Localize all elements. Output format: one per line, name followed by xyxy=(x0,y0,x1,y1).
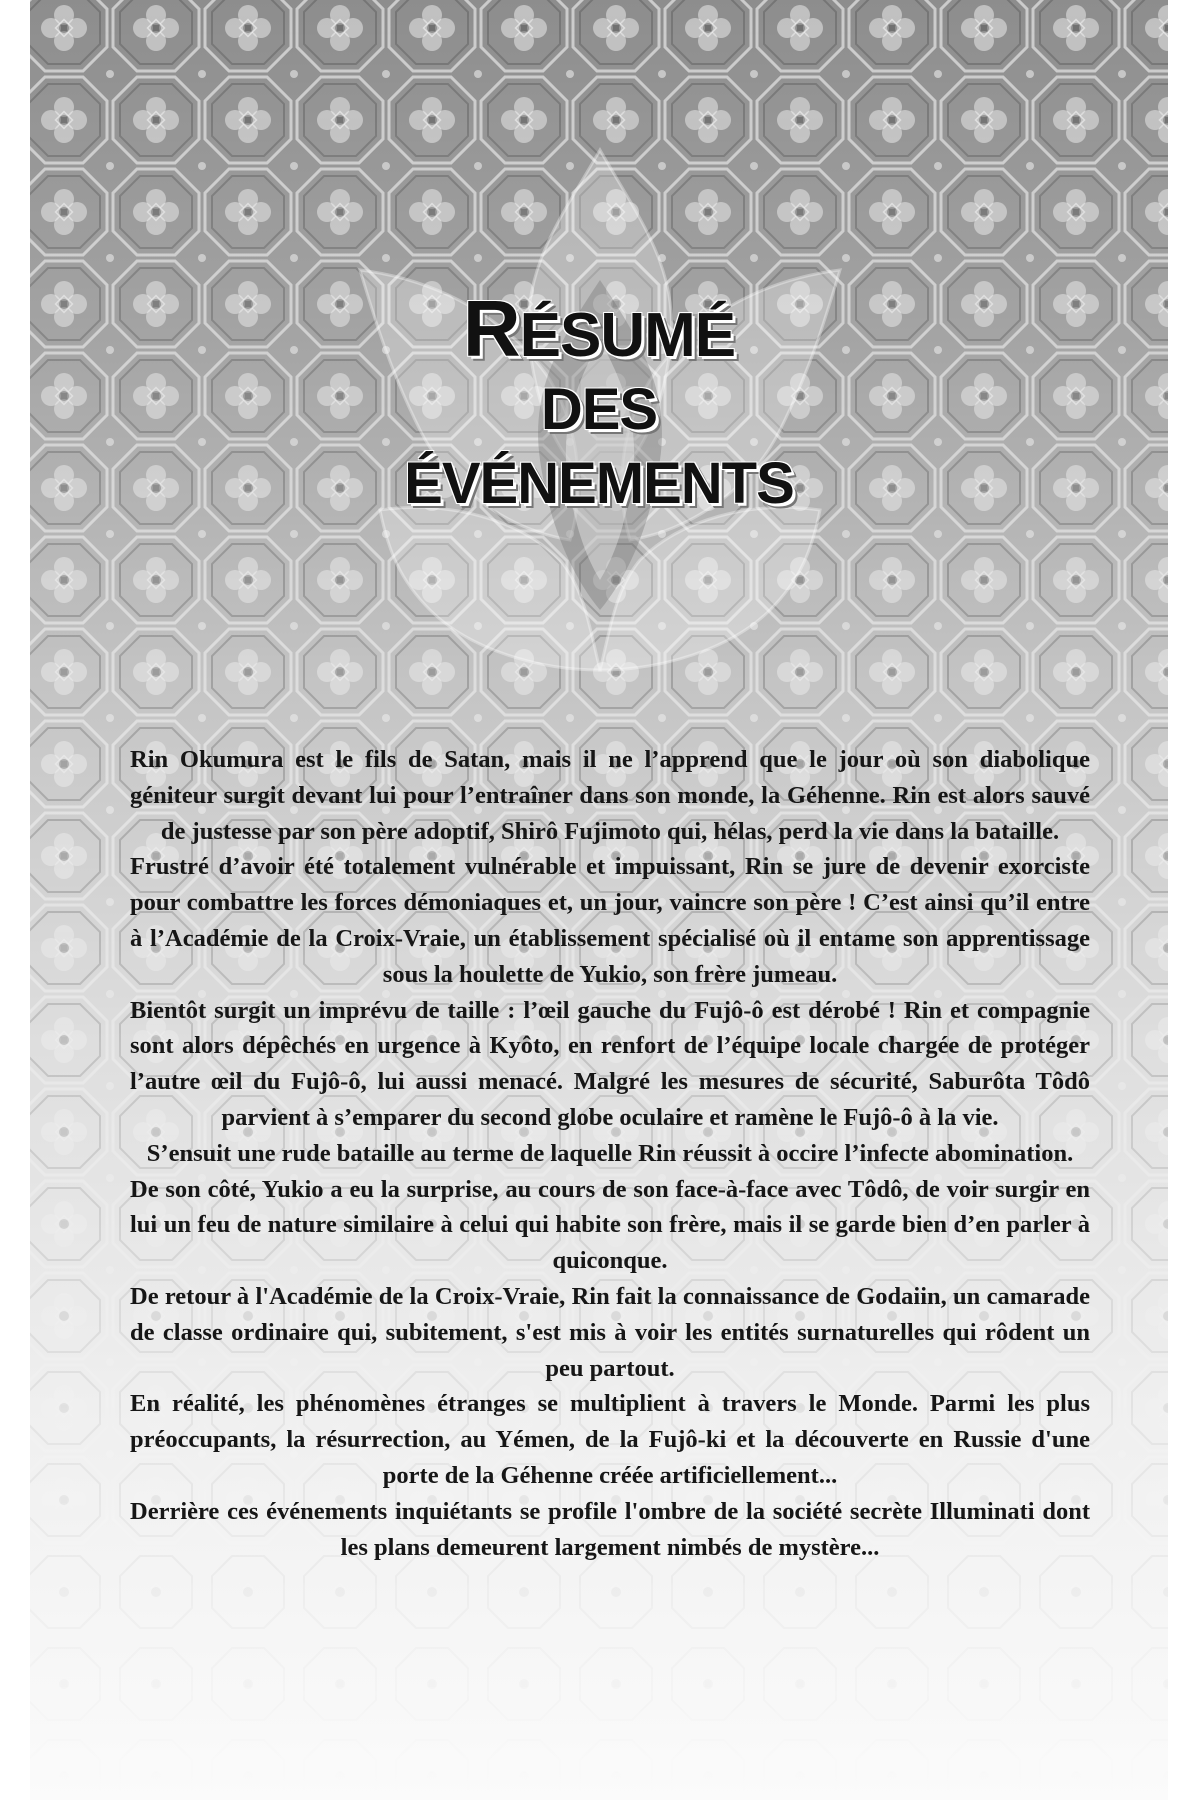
title-line-3: ÉVÉNEMENTS xyxy=(404,451,794,516)
title-line-2: DES xyxy=(540,377,658,442)
title-line-1 xyxy=(30,284,1168,373)
title-line-1-rest: ÉSUMÉ xyxy=(519,301,736,370)
summary-paragraph: En réalité, les phénomènes étranges se multiplient à travers le Monde. Parmi les plus préoccupants, la résurrection, au Yémen, de la Fujô-ki et la découverte en Russie d'une porte de la Géhenne créée artificiellement... xyxy=(130,1390,1090,1489)
summary-paragraph: Rin Okumura est le fils de Satan, mais il ne l’apprend que le jour où son diabolique géniteur surgit devant lui pour l’entraîner dans son monde, la Géhenne. Rin est alors sauvé de justesse par son père adoptif, Shirô Fujimoto qui, hélas, perd la vie dans la bataille. xyxy=(130,746,1090,845)
title-initial: R xyxy=(462,284,520,373)
summary-paragraph: Frustré d’avoir été totalement vulnérable et impuissant, Rin se jure de devenir exorciste pour combattre les forces démoniaques et, un jour, vaincre son père ! C’est ainsi qu’il entre à l’Académie de la Croix-Vraie, un établissement spécialisé où il entame son apprentissage sous la houlette de Yukio, son frère jumeau. xyxy=(130,853,1090,988)
page-title xyxy=(30,284,1168,521)
summary-paragraph: S’ensuit une rude bataille au terme de laquelle Rin réussit à occire l’infecte abomination. xyxy=(146,1139,1074,1167)
summary-paragraph: De son côté, Yukio a eu la surprise, au cours de son face-à-face avec Tôdô, de voir surgir en lui un feu de nature similaire à celui qui habite son frère, mais il se garde bien d’en parler à quiconque. xyxy=(130,1175,1090,1275)
summary-paragraph: De retour à l'Académie de la Croix-Vraie, Rin fait la connaissance de Godaiin, un camarade de classe ordinaire qui, subitement, s'est mis à voir les entités surnaturelles qui rôdent un peu partout. xyxy=(130,1282,1090,1382)
summary-page xyxy=(30,0,1168,1800)
summary-body xyxy=(130,742,1090,1565)
summary-paragraph: Derrière ces événements inquiétants se profile l'ombre de la société secrète Illuminati dont les plans demeurent largement nimbés de mystère... xyxy=(130,1497,1090,1561)
summary-paragraph: Bientôt surgit un imprévu de taille : l’œil gauche du Fujô-ô est dérobé ! Rin et compagnie sont alors dépêchés en urgence à Kyôto, en renfort de l’équipe locale chargée de protéger l’autre œil du Fujô-ô, lui aussi menacé. Malgré les mesures de sécurité, Saburôta Tôdô parvient à s’emparer du second globe oculaire et ramène le Fujô-ô à la vie. xyxy=(130,996,1090,1131)
